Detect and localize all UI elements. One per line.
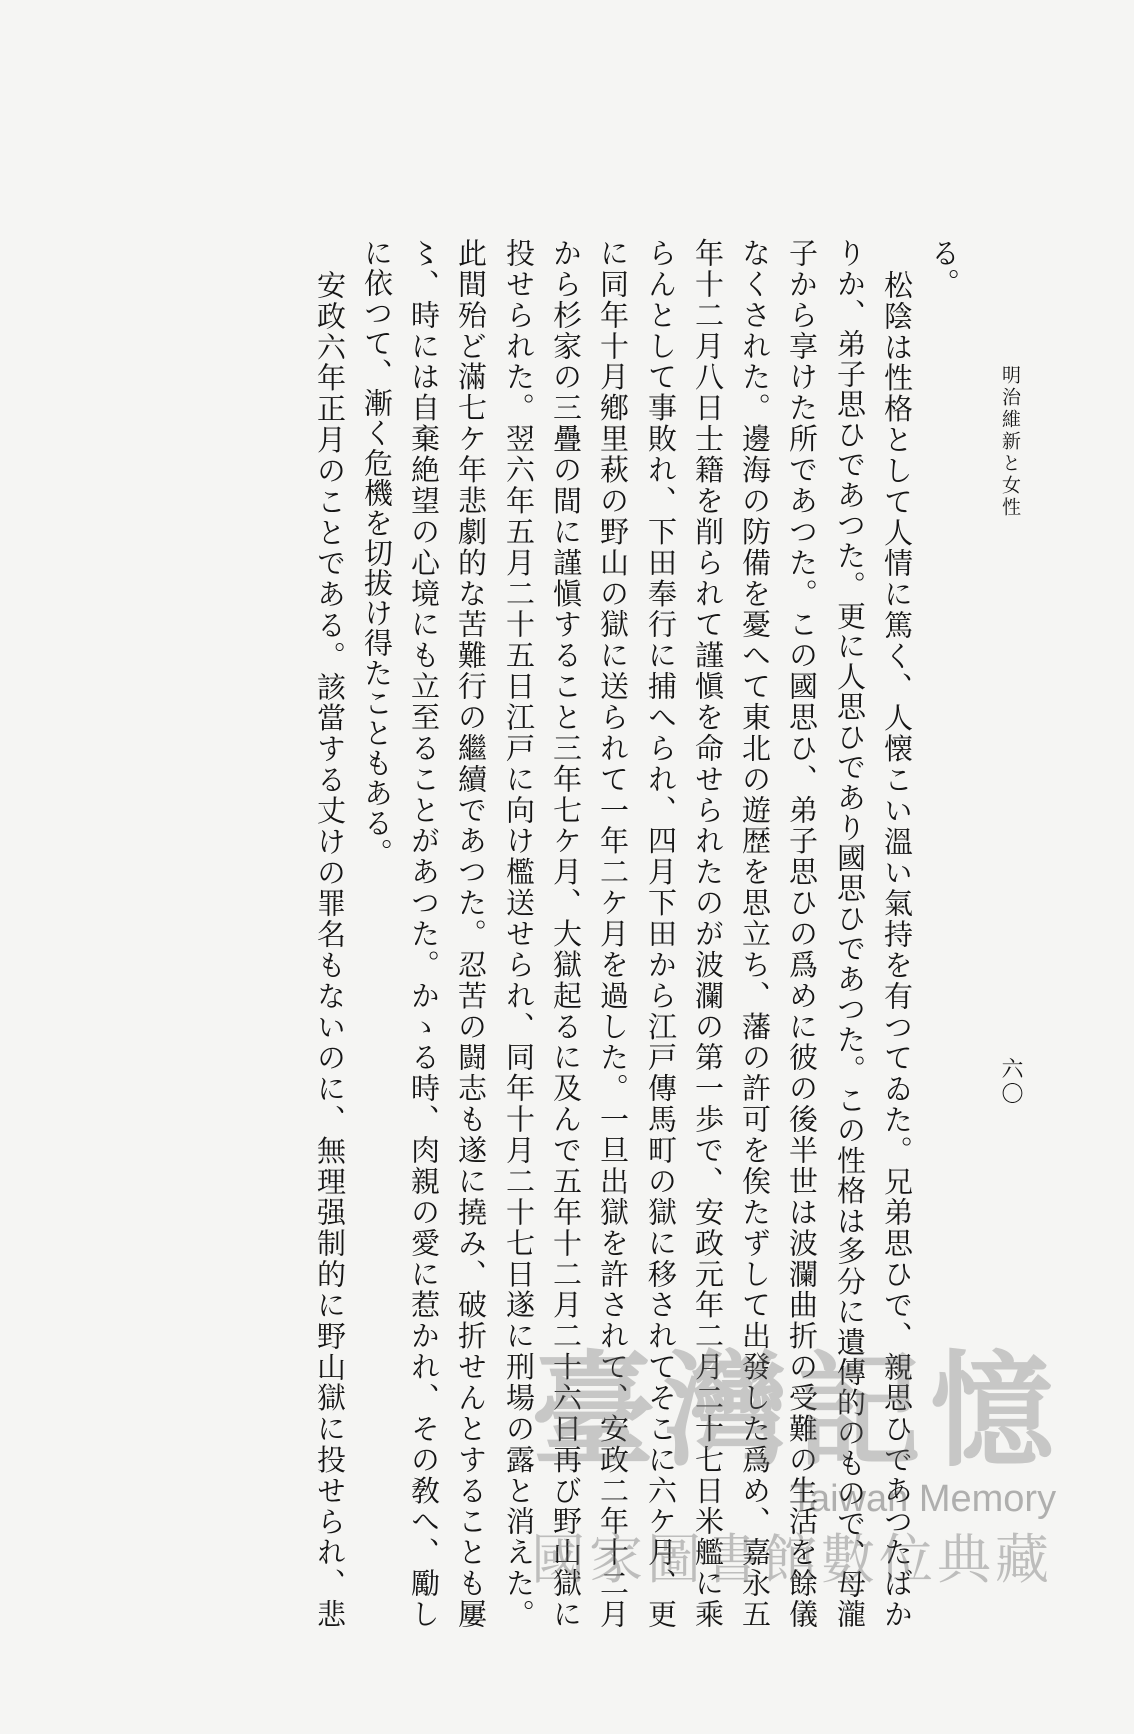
- running-head: 明治維新と女性: [999, 365, 1021, 519]
- text-column-6: 年十二月八日士籍を削られて謹愼を命せられたのが波瀾の第一歩で、安政元年二月二十七日米艦に乘: [691, 238, 725, 1629]
- text-column-12: 〻、時には自棄絶望の心境にも立至ることがあつた。かゝる時、肉親の愛に惹かれ、その敎へ、勵し: [407, 238, 441, 1628]
- text-column-10: 投せられた。翌六年五月二十五日江戸に向け檻送せられ、同年十月二十七日遂に刑場の露と消えた。: [502, 238, 536, 1628]
- text-column-13: に依つて、漸く危機を切拔け得たこともある。: [360, 238, 394, 868]
- text-column-4: 子から享けた所であつた。この國思ひ、弟子思ひの爲めに彼の後半世は波瀾曲折の受難の生活を餘儀: [785, 238, 819, 1628]
- text-column-1: る。: [927, 238, 961, 298]
- watermark-subtitle: Taiwan Memory: [790, 1478, 1057, 1520]
- text-column-14: 安政六年正月のことである。該當する丈けの罪名もないのに、無理强制的に野山獄に投せられ、悲: [313, 270, 347, 1629]
- text-column-3: りか、弟子思ひであつた。更に人思ひであり國思ひであつた。この性格は多分に遺傳的のもので、母瀧: [833, 238, 867, 1628]
- text-column-8: に同年十月鄕里萩の野山の獄に送られて一年二ケ月を過した。一旦出獄を許されて、安政二年十二月: [596, 238, 630, 1628]
- watermark-org: 國家圖書館數位典藏: [531, 1528, 1053, 1591]
- text-column-5: なくされた。邊海の防備を憂へて東北の遊歴を思立ち、藩の許可を俟たずして出發した爲め、嘉永五: [738, 238, 772, 1629]
- watermark-title: 臺灣記憶: [531, 1339, 1064, 1484]
- text-column-7: らんとして事敗れ、下田奉行に捕へられ、四月下田から江戸傳馬町の獄に移されてそこに六ケ月、更: [644, 238, 678, 1628]
- text-column-9: から杉家の三疊の間に謹愼すること三年七ケ月、大獄起るに及んで五年十二月二十六日再び野山獄に: [549, 238, 583, 1629]
- text-column-11: 此間殆ど滿七ケ年悲劇的な苦難行の繼續であつた。忍苦の闘志も遂に撓み、破折せんとすることも屢: [454, 238, 488, 1629]
- text-column-2: 松陰は性格として人情に篤く、人懐こい溫い氣持を有つてゐた。兄弟思ひで、親思ひであつたばか: [880, 270, 914, 1629]
- page-number: 六〇: [998, 1057, 1023, 1107]
